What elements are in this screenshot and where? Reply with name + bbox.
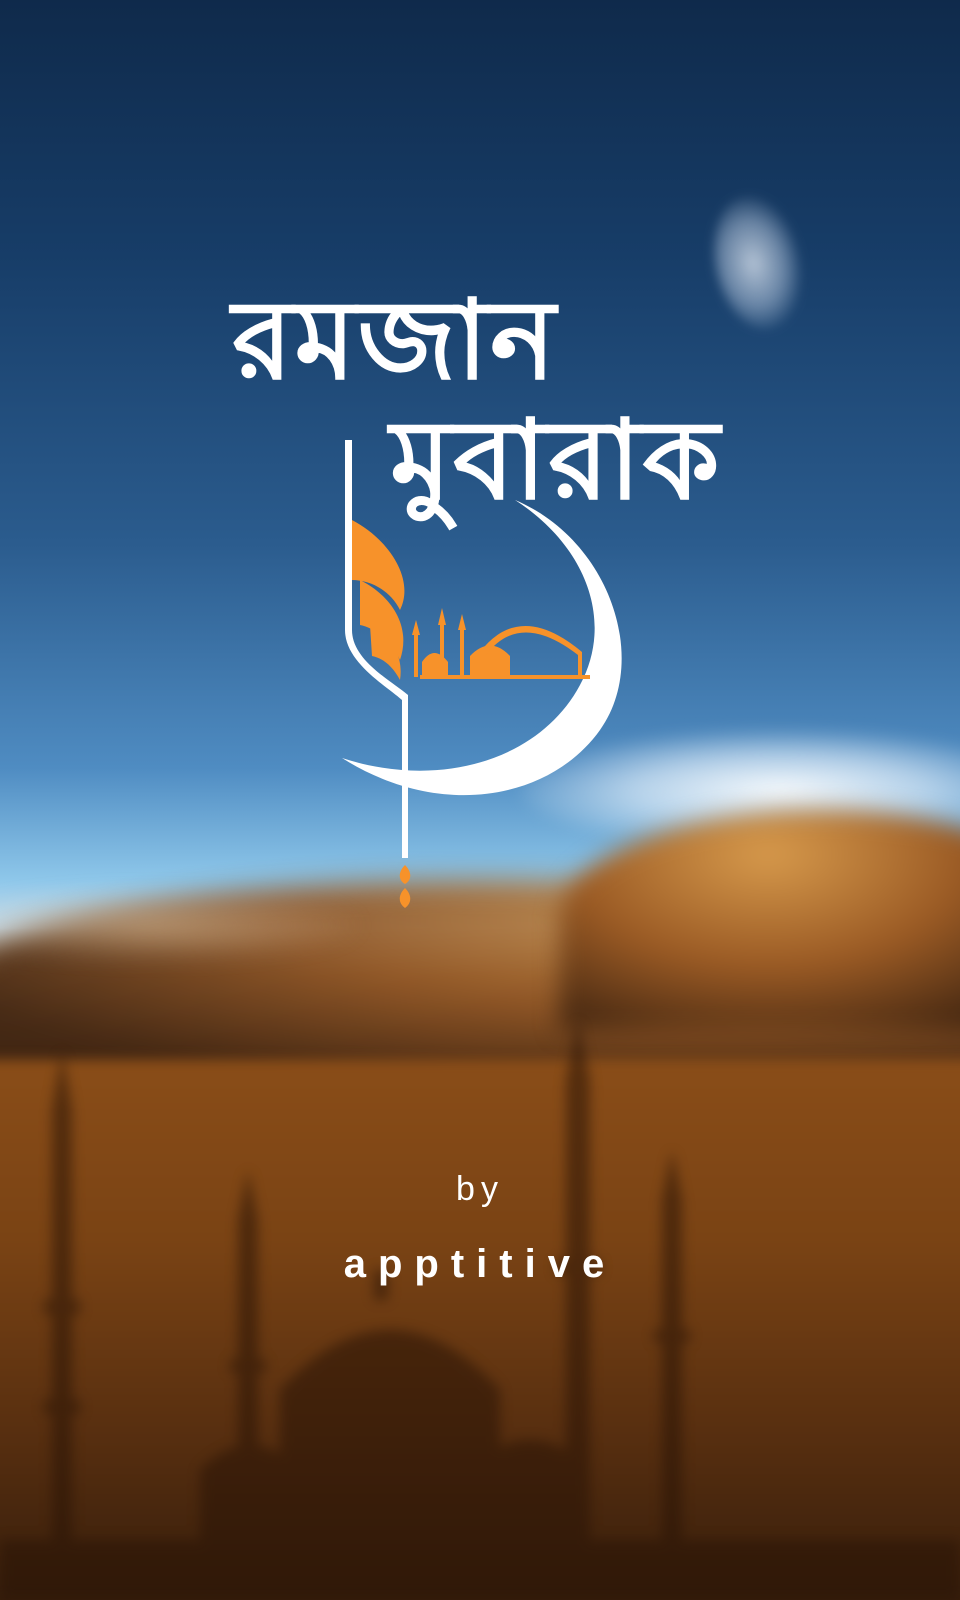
by-label: by: [456, 1170, 504, 1208]
title-mubarak: মুবারাক: [390, 396, 722, 524]
title-ramadan: রমজান: [232, 276, 558, 404]
crescent-mosque-icon: [330, 430, 650, 930]
brand-name: apptitive: [343, 1242, 617, 1286]
